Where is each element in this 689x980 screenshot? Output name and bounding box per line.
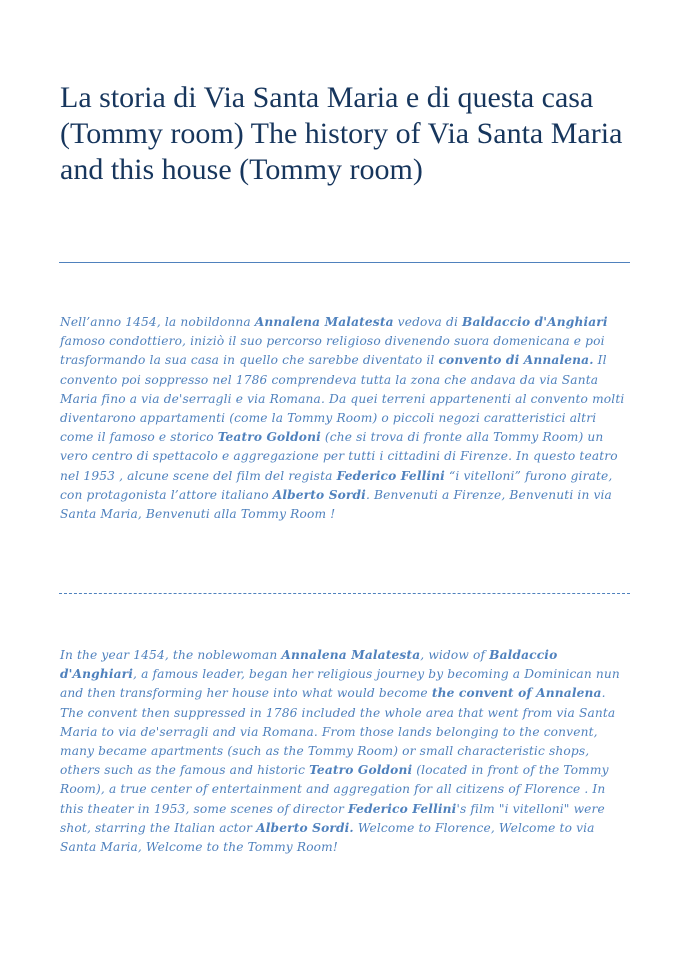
text-run: . Benvenuti a Firenze, Benvenuti in via Santa Maria, Benvenuti alla Tommy Room ! — [60, 487, 612, 522]
text-run: Welcome to Florence, Welcome to via Santa Maria, Welcome to the Tommy Room! — [60, 820, 595, 855]
text-run: In the year 1454, the noblewoman — [60, 648, 282, 662]
name-federico-fellini: Federico Fellini — [336, 468, 445, 483]
text-run: “i vitelloni” furono girate, con protagonista l’attore italiano — [60, 468, 613, 502]
name-annalena-malatesta: Annalena Malatesta — [254, 315, 394, 329]
name-alberto-sordi: Alberto Sordi — [272, 487, 366, 502]
text-run: Nell’anno 1454, la nobildonna — [60, 315, 255, 329]
name-annalena-malatesta: Annalena Malatesta — [281, 648, 421, 662]
name-teatro-goldoni: Teatro Goldoni — [217, 430, 321, 445]
name-teatro-goldoni: Teatro Goldoni — [309, 763, 413, 778]
name-baldaccio-danghiari: Baldaccio d'Anghiari — [60, 648, 558, 682]
text-run: . The convent then suppressed in 1786 included the whole area that went from via Santa Maria to via de'serragli and via Romana. From those lands belonging to the convent, many became apartments (such as the Tommy Room) or small characteristic shops, others such as the famous and historic — [60, 686, 616, 778]
name-federico-fellini: Federico Fellini — [348, 801, 457, 816]
english-paragraph — [60, 646, 632, 857]
text-run: (located in front of the Tommy Room), a true center of entertainment and aggregation for all citizens of Florence . In this theater in 1953, some scenes of director — [60, 763, 609, 816]
page-title: La storia di Via Santa Maria e di questa casa (Tommy room) The history of Via Santa Maria and this house (Tommy room) — [60, 81, 623, 186]
text-run: 's film "i vitelloni" were shot, starring the Italian actor — [60, 801, 605, 835]
text-run: (che si trova di fronte alla Tommy Room) un vero centro di spettacolo e aggregazione per tutti i cittadini di Firenze. In questo teatro nel 1953 , alcune scene del film del regista — [60, 430, 618, 483]
name-alberto-sordi: Alberto Sordi. — [256, 820, 354, 835]
text-run: , a famous leader, began her religious journey by becoming a Dominican nun and then transforming her house into what would become — [60, 667, 620, 701]
title-divider — [59, 262, 630, 263]
name-baldaccio-danghiari: Baldaccio d'Anghiari — [462, 315, 608, 329]
name-convento-annalena: convento di Annalena. — [438, 353, 594, 368]
name-convent-of-annalena: the convent of Annalena — [431, 686, 602, 701]
text-run: vedova di — [393, 315, 463, 329]
text-run: , widow of — [420, 648, 490, 662]
section-divider — [59, 593, 630, 594]
text-run: Il convento poi soppresso nel 1786 comprendeva tutta la zona che andava da via Santa Maria fino a via de'serragli e via Romana. Da quei terreni appartenenti al convento molti diventarono appartamenti (come la Tommy Room) o piccoli negozi caratteristici altri come il famoso e storico — [60, 353, 625, 445]
italian-paragraph — [60, 313, 632, 524]
text-run: famoso condottiero, iniziò il suo percorso religioso divenendo suora domenicana e poi trasformando la sua casa in quello che sarebbe diventato il — [60, 334, 605, 368]
